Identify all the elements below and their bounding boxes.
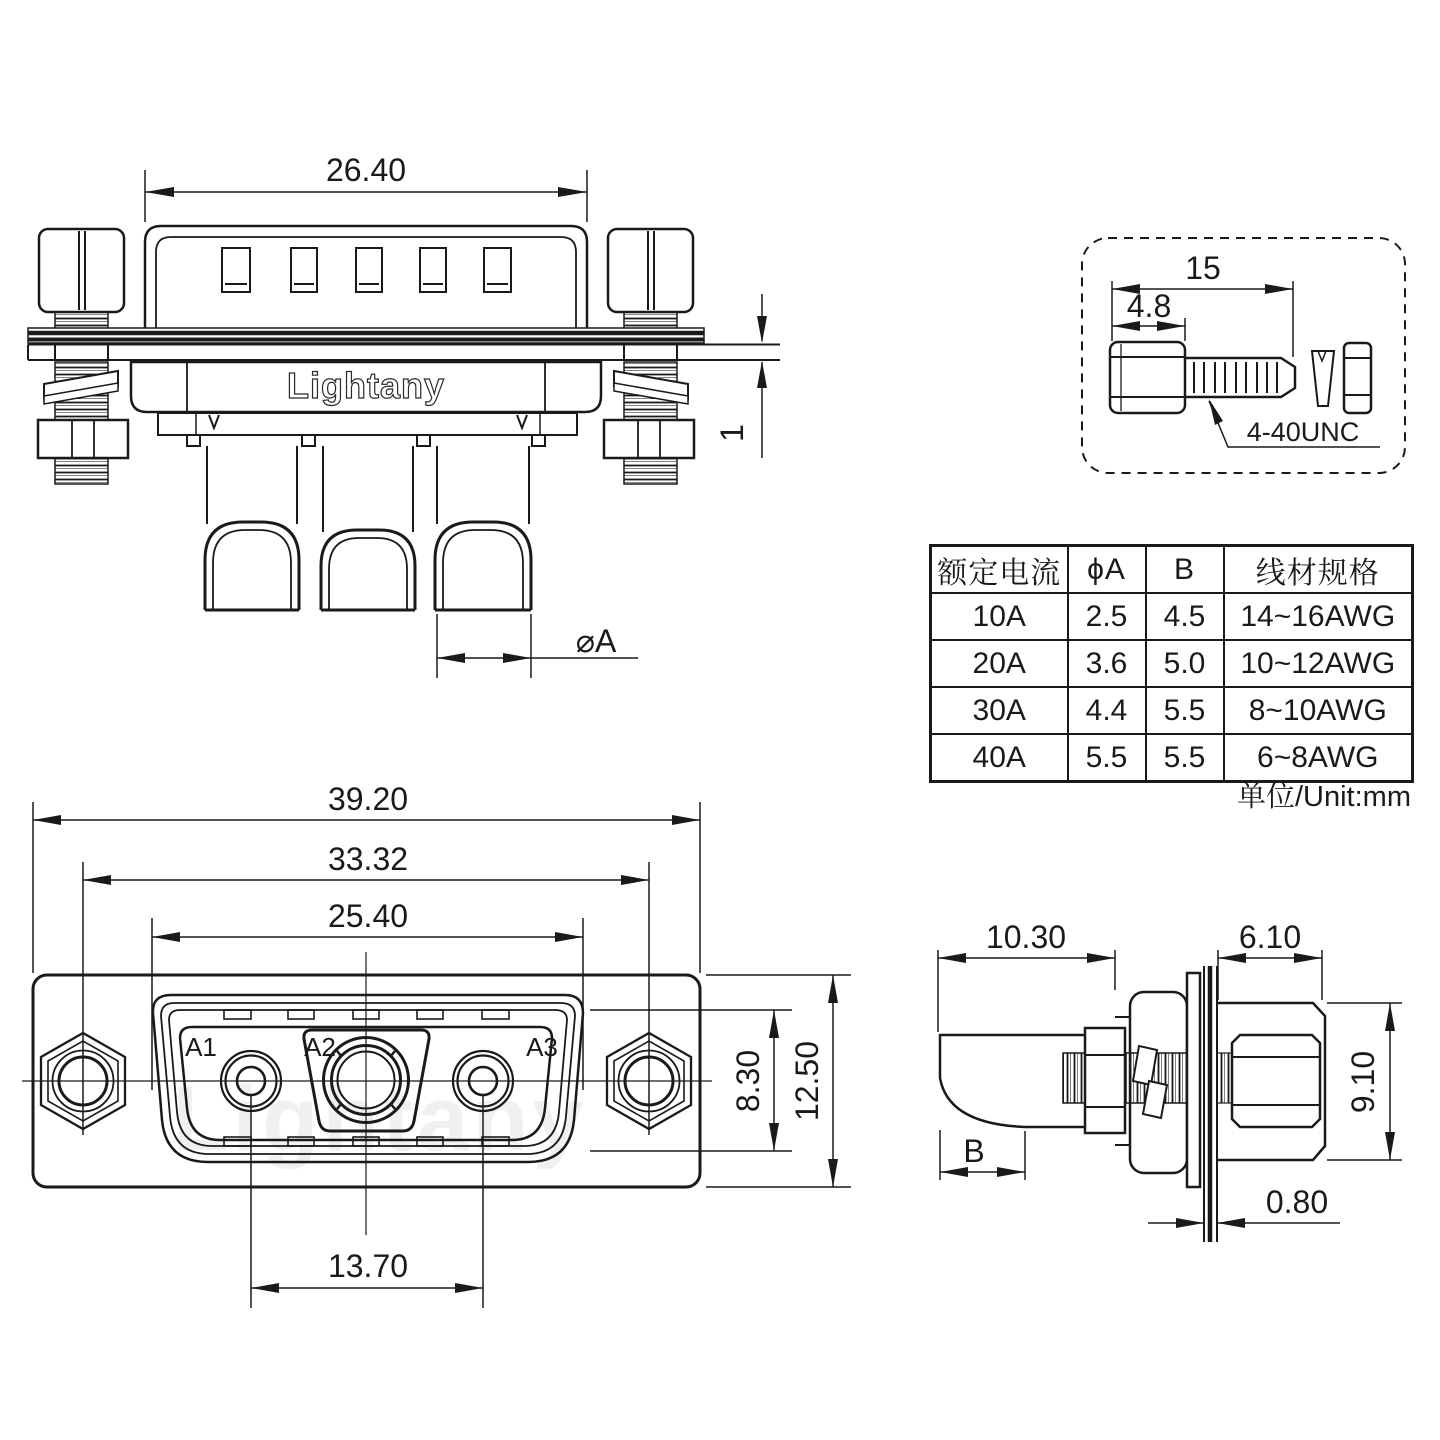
- left-screw-hardware: [38, 362, 128, 484]
- dim-rear-height: 9.10: [1345, 1050, 1381, 1114]
- dim-screw-spacing: 33.32: [327, 841, 409, 877]
- flange-band: [28, 328, 704, 343]
- jack-hex-nut: [1085, 1028, 1125, 1133]
- left-jack-screw: [39, 229, 124, 331]
- stud-threads: [1217, 1053, 1232, 1103]
- dim-screw-total: 15: [1185, 250, 1221, 286]
- cell: 5.0: [1146, 640, 1224, 687]
- housing-outline: [145, 226, 587, 330]
- dim-wire-diameter-group: [437, 614, 638, 678]
- dim-panel-thickness: 1: [714, 424, 750, 442]
- right-jack-screw: [608, 229, 693, 331]
- leader-arrowhead: [1209, 399, 1223, 425]
- threaded-shaft: [1185, 358, 1295, 397]
- shaft-threads: [1194, 362, 1277, 393]
- rear-hex-coupling: [1232, 1035, 1320, 1127]
- wires: [207, 446, 529, 532]
- brand-logo: Lightany: [287, 365, 445, 406]
- cell: 40A: [931, 734, 1068, 782]
- mounting-panel: [28, 345, 780, 361]
- cell: 8~10AWG: [1224, 687, 1413, 734]
- dim-wire-diameter: ⌀A: [575, 623, 617, 659]
- col-header-b: B: [1146, 546, 1224, 594]
- cell: 2.5: [1068, 593, 1146, 640]
- right-screw-hardware: [604, 362, 694, 484]
- dim-flange-width: 39.20: [327, 781, 409, 817]
- spec-table-header-row: [931, 546, 1413, 594]
- col-header-rated-current: 额定电流: [931, 546, 1068, 594]
- cell: 3.6: [1068, 640, 1146, 687]
- screw-head: [608, 229, 693, 312]
- dim-contact-spacing: 13.70: [327, 1248, 409, 1284]
- vent-mark: [209, 415, 219, 428]
- arrowhead: [558, 187, 587, 197]
- cell: 10A: [931, 593, 1068, 640]
- dim-front-depth: 10.30: [985, 919, 1067, 955]
- cell: 6~8AWG: [1224, 734, 1413, 782]
- cell: 4.4: [1068, 687, 1146, 734]
- cell: 5.5: [1146, 734, 1224, 782]
- dim-opening-height: 8.30: [730, 1049, 766, 1113]
- contact-label-a2: A2: [304, 1032, 336, 1062]
- screw-detail-view: [1082, 238, 1405, 473]
- table-row: [931, 593, 1413, 640]
- table-row: [931, 687, 1413, 734]
- nut-side: [1344, 343, 1371, 413]
- dim-shell-width: 25.40: [327, 898, 409, 934]
- vent-mark: [517, 415, 527, 428]
- arrowhead: [145, 187, 174, 197]
- dim-rear-depth: 6.10: [1238, 919, 1302, 955]
- col-header-diameter-a: ϕA: [1068, 546, 1146, 594]
- cell: 20A: [931, 640, 1068, 687]
- dim-screw-head: 4.8: [1126, 288, 1172, 324]
- dim-panel-thickness-side: 0.80: [1265, 1184, 1329, 1220]
- vent-holes: [222, 248, 511, 292]
- screw-head: [39, 229, 124, 312]
- hex-nut: [38, 420, 128, 458]
- cell: 10~12AWG: [1224, 640, 1413, 687]
- dim-panel-thickness-group: [714, 294, 767, 458]
- cell: 5.5: [1068, 734, 1146, 782]
- cell: 4.5: [1146, 593, 1224, 640]
- contact-label-a1: A1: [185, 1032, 217, 1062]
- crimp-barrels: [205, 522, 531, 610]
- dim-top-width: 26.40: [325, 152, 407, 188]
- stud-threads: [1063, 1053, 1085, 1103]
- front-view: [22, 781, 851, 1308]
- top-view: [28, 152, 780, 678]
- hex-nut: [604, 420, 694, 458]
- flange-plate-side: [1187, 973, 1200, 1187]
- shoulder: [158, 413, 577, 435]
- contact-label-a3: A3: [526, 1032, 558, 1062]
- watermark: Lightany: [172, 1068, 588, 1170]
- spec-table: [929, 544, 1414, 783]
- col-header-wire-gauge: 线材规格: [1224, 546, 1413, 594]
- unit-note: 单位/Unit:mm: [1236, 781, 1411, 813]
- thread-spec-label: 4-40UNC: [1246, 417, 1360, 447]
- cell: 5.5: [1146, 687, 1224, 734]
- dim-crimp-depth: B: [963, 1133, 985, 1169]
- mounting-feet: [187, 435, 545, 446]
- table-row: [931, 640, 1413, 687]
- dim-flange-height: 12.50: [789, 1040, 825, 1122]
- cell: 30A: [931, 687, 1068, 734]
- side-view: [938, 919, 1402, 1242]
- cell: 14~16AWG: [1224, 593, 1413, 640]
